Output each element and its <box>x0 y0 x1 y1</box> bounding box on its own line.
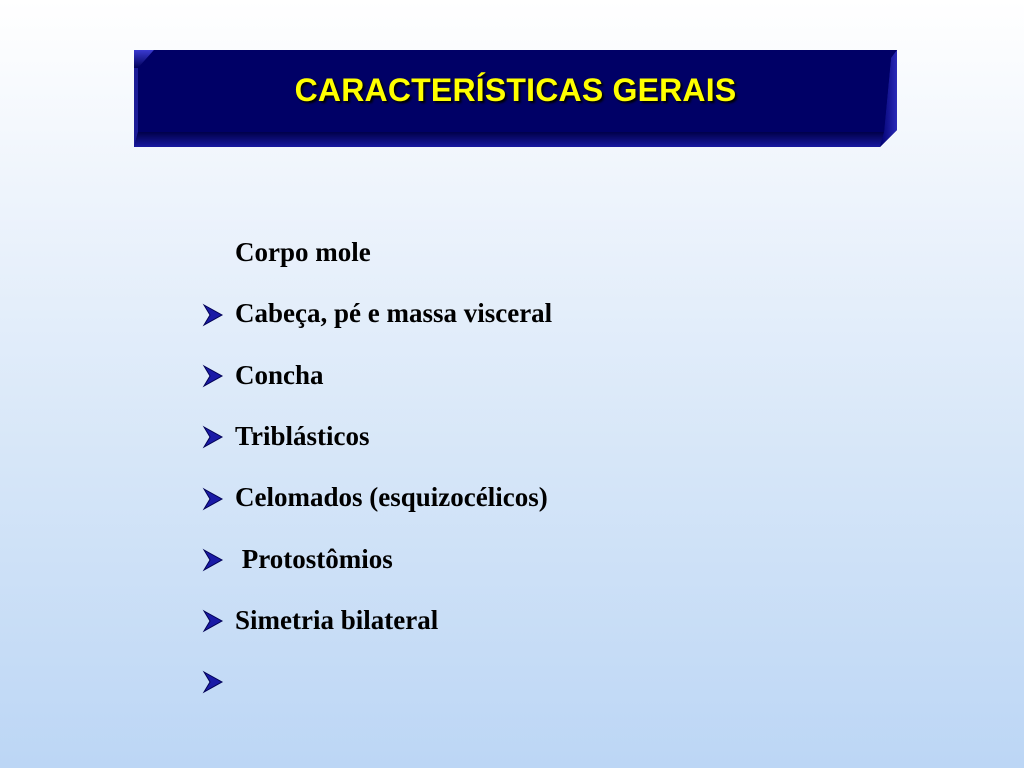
arrow-bullet-icon <box>200 238 228 268</box>
bullet-text: Celomados (esquizocélicos) <box>235 482 548 513</box>
bullet-text: Triblásticos <box>235 421 370 452</box>
arrow-bullet-icon <box>200 483 228 513</box>
arrow-bullet-icon <box>200 605 228 635</box>
arrow-bullet-icon <box>200 422 228 452</box>
bullet-list <box>200 222 552 651</box>
arrow-bullet-icon <box>200 544 228 574</box>
bullet-text: Concha <box>235 359 324 390</box>
bullet-text: Corpo mole <box>235 237 371 268</box>
arrow-bullet-icon <box>200 299 228 329</box>
title-banner <box>134 50 897 147</box>
arrow-bullet-icon <box>200 360 228 390</box>
slide-title: CARACTERÍSTICAS GERAIS <box>294 71 737 108</box>
bullet-text: Cabeça, pé e massa visceral <box>235 298 553 329</box>
bullet-text: Protostômios <box>235 543 393 574</box>
list-item <box>200 222 552 283</box>
bullet-text: Simetria bilateral <box>235 604 439 635</box>
